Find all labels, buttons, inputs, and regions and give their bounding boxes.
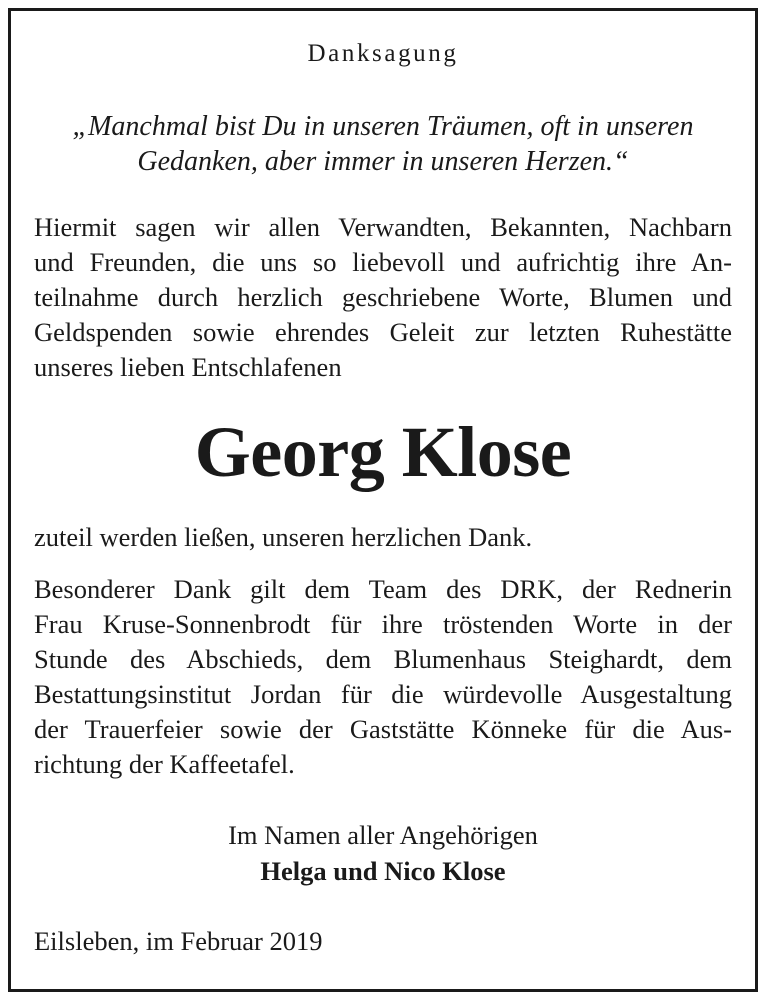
intro-line-4: Geldspenden sowie ehrendes Geleit zur letzten Ruhestätte: [34, 317, 732, 347]
thanks-line: zuteil werden ließen, unseren herzlichen Dank.: [34, 522, 533, 552]
intro-line-2: und Freunden, die uns so liebevoll und aufrichtig ihre An-: [34, 247, 732, 277]
special-line-5: der Trauerfeier sowie der Gaststätte Könneke für die Aus-: [34, 714, 732, 744]
signoff: [34, 817, 732, 889]
signoff-line: Im Namen aller Angehörigen: [228, 820, 538, 850]
intro-line-5: unseres lieben Entschlafenen: [34, 352, 342, 382]
deceased-name: Georg Klose: [194, 412, 572, 492]
special-line-1: Besonderer Dank gilt dem Team des DRK, der Rednerin: [34, 574, 732, 604]
special-thanks-paragraph: [34, 572, 732, 782]
memorial-quote: [34, 109, 732, 179]
special-line-3: Stunde des Abschieds, dem Blumenhaus Steighardt, dem: [34, 644, 732, 674]
special-line-2: Frau Kruse-Sonnenbrodt für ihre tröstenden Worte in der: [34, 609, 732, 639]
intro-line-1: Hiermit sagen wir allen Verwandten, Bekannten, Nachbarn: [34, 212, 732, 242]
intro-paragraph: [34, 210, 732, 385]
special-line-4: Bestattungsinstitut Jordan für die würdevolle Ausgestaltung: [34, 679, 732, 709]
intro-line-3: teilnahme durch herzlich geschriebene Worte, Blumen und: [34, 282, 732, 312]
signoff-names: Helga und Nico Klose: [260, 856, 506, 886]
notice-heading: Danksagung: [307, 40, 459, 67]
place-date: Eilsleben, im Februar 2019: [34, 926, 323, 956]
special-line-6: richtung der Kaffeetafel.: [34, 749, 295, 779]
quote-line-2: Gedanken, aber immer in unseren Herzen.“: [137, 146, 629, 177]
quote-line-1: „Manchmal bist Du in unseren Träumen, oft in unseren: [72, 111, 694, 142]
